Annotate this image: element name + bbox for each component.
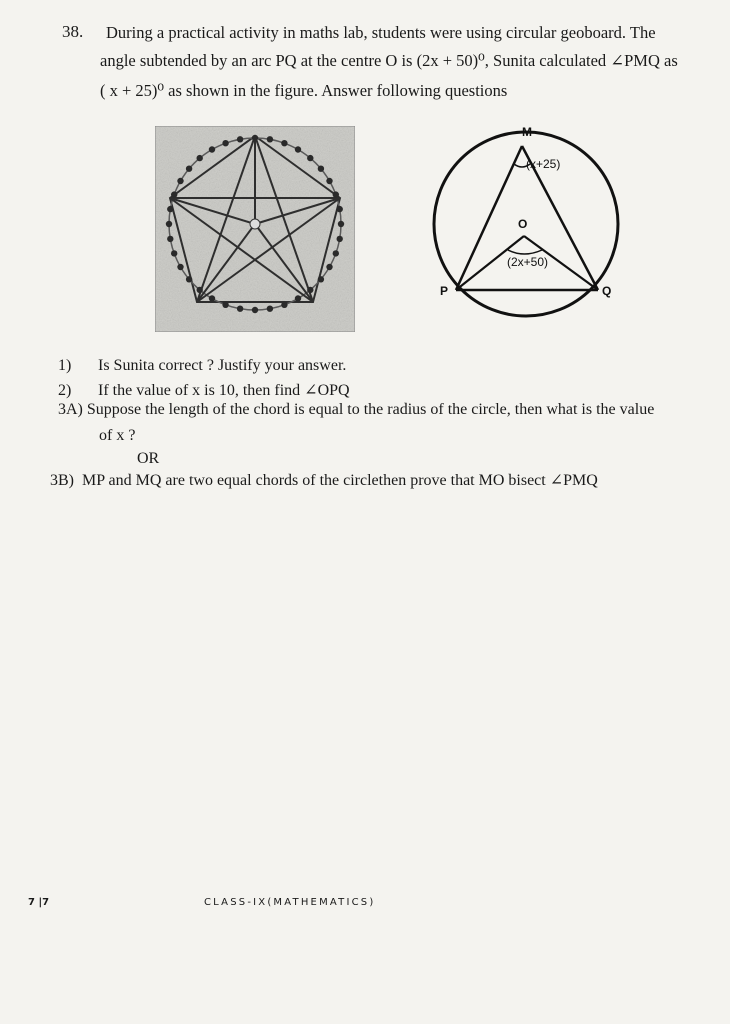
geoboard-peg [186, 166, 192, 172]
part-3a-number: 3A) [58, 401, 83, 418]
question-text-line-1: During a practical activity in maths lab, students were using circular geoboard. The [106, 23, 656, 42]
part-3b [50, 470, 598, 490]
question-number: 38. [62, 22, 84, 41]
geoboard-peg [177, 264, 183, 270]
geoboard-peg [337, 206, 343, 212]
part-3b-text: MP and MQ are two equal chords of the circlethen prove that MO bisect ∠PMQ [82, 472, 598, 489]
geoboard-peg [177, 178, 183, 184]
geoboard-photo [155, 126, 355, 332]
geoboard-peg [281, 140, 287, 146]
geoboard-peg [209, 295, 215, 301]
part-3a-continued: of x ? [99, 427, 136, 444]
geoboard-peg [295, 146, 301, 152]
label-p: P [440, 284, 449, 298]
geoboard-peg [281, 302, 287, 308]
geoboard-peg [222, 140, 228, 146]
geoboard-peg [326, 178, 332, 184]
label-m: M [522, 125, 532, 139]
geoboard-peg [167, 206, 173, 212]
part-1-text: Is Sunita correct ? Justify your answer. [98, 357, 347, 374]
geoboard-peg [186, 276, 192, 282]
geoboard-peg [171, 250, 177, 256]
part-2 [58, 380, 350, 400]
geoboard-peg [318, 166, 324, 172]
geoboard-peg [337, 236, 343, 242]
class-label: CLASS-IX(MATHEMATICS) [204, 897, 376, 908]
circle-diagram [418, 124, 634, 330]
part-3b-number: 3B) [50, 472, 74, 489]
geoboard-peg [267, 306, 273, 312]
geoboard-peg [197, 155, 203, 161]
label-q: Q [602, 284, 612, 298]
geoboard-peg [333, 250, 339, 256]
part-3a [58, 401, 654, 419]
or-separator: OR [137, 450, 160, 467]
geoboard-peg [237, 306, 243, 312]
part-2-text: If the value of x is 10, then find ∠OPQ [98, 382, 350, 399]
geoboard-peg [326, 264, 332, 270]
part-1-number: 1) [58, 357, 72, 374]
geoboard-peg [307, 155, 313, 161]
geoboard-peg [167, 236, 173, 242]
geoboard-peg [252, 307, 258, 313]
question-text-line-3: ( x + 25)⁰ as shown in the figure. Answer following questions [100, 81, 508, 100]
angle-o-label: (2x+50) [507, 255, 549, 269]
label-o: O [518, 217, 528, 231]
angle-m-label: (x+25) [526, 157, 561, 171]
geoboard-peg [333, 191, 339, 197]
part-1 [58, 357, 346, 375]
part-3a-text: Suppose the length of the chord is equal to the radius of the circle, then what is the value [86, 401, 655, 418]
geoboard-peg [307, 287, 313, 293]
geoboard-peg [166, 221, 172, 227]
geoboard-peg [267, 136, 273, 142]
geoboard-peg [318, 276, 324, 282]
question-text-line-2: angle subtended by an arc PQ at the centre O is (2x + 50)⁰, Sunita calculated ∠PMQ as [100, 51, 678, 70]
geoboard-peg [197, 287, 203, 293]
geoboard-peg [222, 302, 228, 308]
geoboard-peg [209, 146, 215, 152]
geoboard-peg [252, 135, 258, 141]
geoboard-peg [295, 295, 301, 301]
geoboard-peg [237, 136, 243, 142]
geoboard-peg [338, 221, 344, 227]
page-number: 7 |7 [28, 897, 50, 908]
part-2-number: 2) [58, 382, 72, 399]
geoboard-peg [171, 191, 177, 197]
